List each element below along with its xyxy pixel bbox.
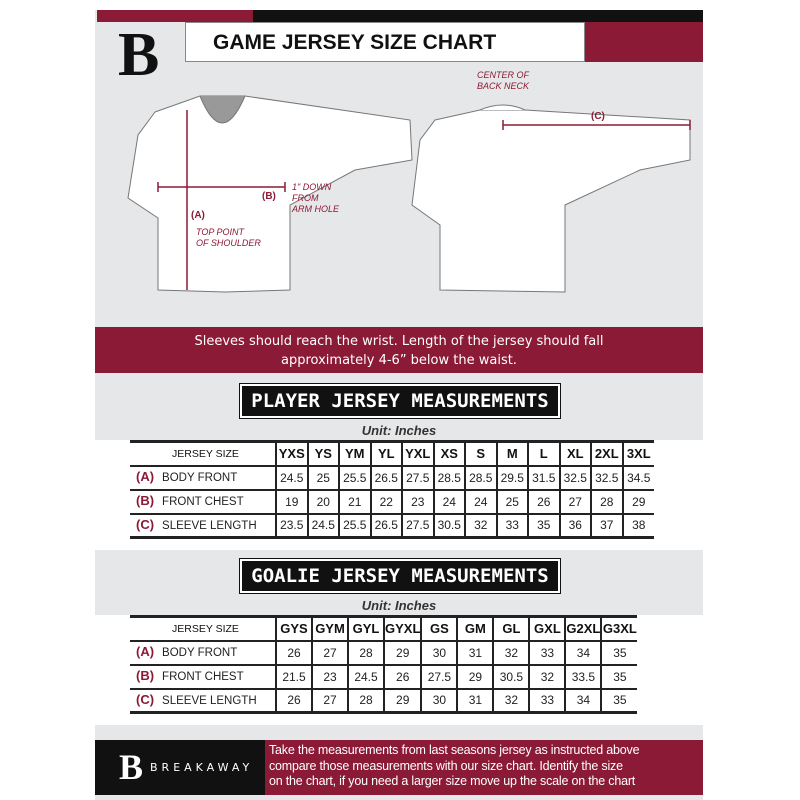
table-cell: 29 — [384, 689, 421, 713]
footer-logo: B — [119, 747, 144, 787]
table-cell: 25 — [308, 466, 340, 490]
center-back-neck-label — [477, 70, 529, 92]
size-header: 3XL — [623, 442, 655, 466]
table-cell: 29 — [457, 665, 493, 689]
table-cell: 32.5 — [560, 466, 592, 490]
fit-notice — [95, 327, 703, 373]
footer-instructions — [265, 740, 703, 795]
table-cell: 32.5 — [591, 466, 623, 490]
label-line: ARM HOLE — [292, 204, 340, 214]
row-label — [130, 665, 276, 689]
table-cell: 26 — [276, 641, 312, 665]
header-label: JERSEY SIZE — [130, 617, 276, 641]
size-header: YXS — [276, 442, 308, 466]
goalie-table-wrap — [95, 615, 703, 725]
footer-line: Take the measurements from last seasons jersey as instructed above — [269, 743, 640, 757]
row-label — [130, 641, 276, 665]
size-header: G2XL — [565, 617, 601, 641]
notice-line: approximately 4-6” below the waist. — [281, 353, 517, 368]
label-line: FROM — [292, 193, 319, 203]
table-cell: 24 — [434, 490, 466, 514]
table-cell: 24.5 — [308, 514, 340, 538]
table-cell: 25.5 — [339, 466, 371, 490]
table-cell: 25 — [497, 490, 529, 514]
table-cell: 33 — [529, 689, 565, 713]
header-label: JERSEY SIZE — [130, 442, 276, 466]
table-cell: 36 — [560, 514, 592, 538]
table-cell: 27 — [560, 490, 592, 514]
table-cell: 23 — [402, 490, 434, 514]
brand-name: BREAKAWAY — [150, 761, 254, 774]
table-cell: 27.5 — [402, 514, 434, 538]
table-cell: 33.5 — [565, 665, 601, 689]
table-cell: 24.5 — [276, 466, 308, 490]
table-cell: 30.5 — [434, 514, 466, 538]
table-cell: 23 — [312, 665, 348, 689]
label-line: OF SHOULDER — [196, 238, 261, 248]
table-cell: 20 — [308, 490, 340, 514]
page-title: GAME JERSEY SIZE CHART — [185, 22, 585, 62]
table-row — [130, 490, 654, 514]
table-cell: 32 — [493, 689, 529, 713]
row-code: (C) — [136, 516, 155, 532]
player-section-title: PLAYER JERSEY MEASUREMENTS — [240, 384, 560, 418]
row-label — [130, 490, 276, 514]
table-cell: 26.5 — [371, 514, 403, 538]
goalie-section-title: GOALIE JERSEY MEASUREMENTS — [240, 559, 560, 593]
table-cell: 19 — [276, 490, 308, 514]
row-label — [130, 466, 276, 490]
table-cell: 37 — [591, 514, 623, 538]
label-a: (A) — [191, 210, 205, 221]
jersey-diagram — [0, 0, 800, 330]
table-cell: 32 — [493, 641, 529, 665]
size-header: XS — [434, 442, 466, 466]
table-cell: 26 — [384, 665, 421, 689]
table-cell: 24.5 — [348, 665, 384, 689]
table-cell: 26 — [528, 490, 560, 514]
row-code: (A) — [136, 644, 155, 659]
table-cell: 26.5 — [371, 466, 403, 490]
table-cell: 35 — [601, 689, 637, 713]
table-cell: 27 — [312, 689, 348, 713]
size-header: GM — [457, 617, 493, 641]
row-code: (C) — [136, 691, 155, 707]
size-header: G3XL — [601, 617, 637, 641]
footer-line: compare those measurements with our size chart. Identify the size — [269, 758, 623, 773]
table-cell: 34 — [565, 641, 601, 665]
table-cell: 35 — [601, 641, 637, 665]
row-name: BODY FRONT — [162, 472, 238, 484]
notice-line: Sleeves should reach the wrist. Length of the jersey should fall — [194, 334, 604, 349]
row-name: FRONT CHEST — [162, 671, 244, 683]
table-cell: 24 — [465, 490, 497, 514]
size-header: GXL — [529, 617, 565, 641]
table-row — [130, 514, 654, 538]
table-cell: 23.5 — [276, 514, 308, 538]
row-name: BODY FRONT — [162, 647, 238, 659]
size-header: S — [465, 442, 497, 466]
row-name: SLEEVE LENGTH — [162, 519, 257, 532]
label-line: CENTER OF — [477, 70, 530, 80]
table-cell: 29 — [623, 490, 655, 514]
row-name: SLEEVE LENGTH — [162, 694, 257, 707]
size-header: GL — [493, 617, 529, 641]
size-header: XL — [560, 442, 592, 466]
table-cell: 29.5 — [497, 466, 529, 490]
label-c: (C) — [591, 111, 605, 122]
table-cell: 33 — [529, 641, 565, 665]
table-cell: 30.5 — [493, 665, 529, 689]
label-line: 1" DOWN — [292, 182, 332, 192]
player-size-table — [130, 440, 654, 539]
size-header: YXL — [402, 442, 434, 466]
table-cell: 35 — [528, 514, 560, 538]
table-cell: 21.5 — [276, 665, 312, 689]
table-cell: 31.5 — [528, 466, 560, 490]
table-cell: 34.5 — [623, 466, 655, 490]
size-header: YS — [308, 442, 340, 466]
table-cell: 34 — [565, 689, 601, 713]
table-cell: 27.5 — [402, 466, 434, 490]
row-name: FRONT CHEST — [162, 496, 244, 508]
player-table-wrap — [95, 440, 703, 550]
table-cell: 27 — [312, 641, 348, 665]
table-row — [130, 466, 654, 490]
table-row — [130, 689, 637, 713]
brand-logo: B — [118, 21, 160, 89]
table-cell: 28 — [348, 689, 384, 713]
table-row — [130, 665, 637, 689]
table-cell: 28.5 — [465, 466, 497, 490]
table-cell: 32 — [465, 514, 497, 538]
size-header: GYL — [348, 617, 384, 641]
size-header: GS — [421, 617, 457, 641]
table-row — [130, 641, 637, 665]
size-header: 2XL — [591, 442, 623, 466]
size-header: L — [528, 442, 560, 466]
footer-line: on the chart, if you need a larger size move up the scale on the chart — [269, 774, 636, 788]
size-header: YL — [371, 442, 403, 466]
table-cell: 28 — [348, 641, 384, 665]
table-cell: 33 — [497, 514, 529, 538]
label-line: TOP POINT — [196, 227, 245, 237]
size-header: GYXL — [384, 617, 421, 641]
row-code: (B) — [136, 493, 155, 508]
table-cell: 31 — [457, 689, 493, 713]
table-cell: 28.5 — [434, 466, 466, 490]
table-cell: 30 — [421, 689, 457, 713]
table-cell: 26 — [276, 689, 312, 713]
table-cell: 32 — [529, 665, 565, 689]
label-line: BACK NECK — [477, 81, 530, 91]
size-header: GYM — [312, 617, 348, 641]
table-cell: 35 — [601, 665, 637, 689]
header-row — [130, 617, 637, 641]
row-code: (B) — [136, 668, 155, 683]
goalie-unit: Unit: Inches — [361, 598, 437, 613]
table-cell: 38 — [623, 514, 655, 538]
table-cell: 21 — [339, 490, 371, 514]
table-cell: 31 — [457, 641, 493, 665]
table-cell: 30 — [421, 641, 457, 665]
back-jersey-outline — [412, 110, 690, 292]
size-header: GYS — [276, 617, 312, 641]
row-label — [130, 514, 276, 538]
back-collar — [480, 105, 525, 110]
table-cell: 28 — [591, 490, 623, 514]
row-label — [130, 689, 276, 713]
top-point-label — [196, 227, 261, 249]
row-code: (A) — [136, 469, 155, 484]
header-row — [130, 442, 654, 466]
table-cell: 22 — [371, 490, 403, 514]
size-header: M — [497, 442, 529, 466]
table-cell: 27.5 — [421, 665, 457, 689]
player-unit: Unit: Inches — [361, 423, 437, 438]
goalie-size-table — [130, 615, 637, 714]
table-cell: 25.5 — [339, 514, 371, 538]
size-header: YM — [339, 442, 371, 466]
arm-hole-label — [292, 182, 339, 215]
footer-brand — [95, 740, 265, 795]
table-cell: 29 — [384, 641, 421, 665]
label-b: (B) — [262, 191, 276, 202]
